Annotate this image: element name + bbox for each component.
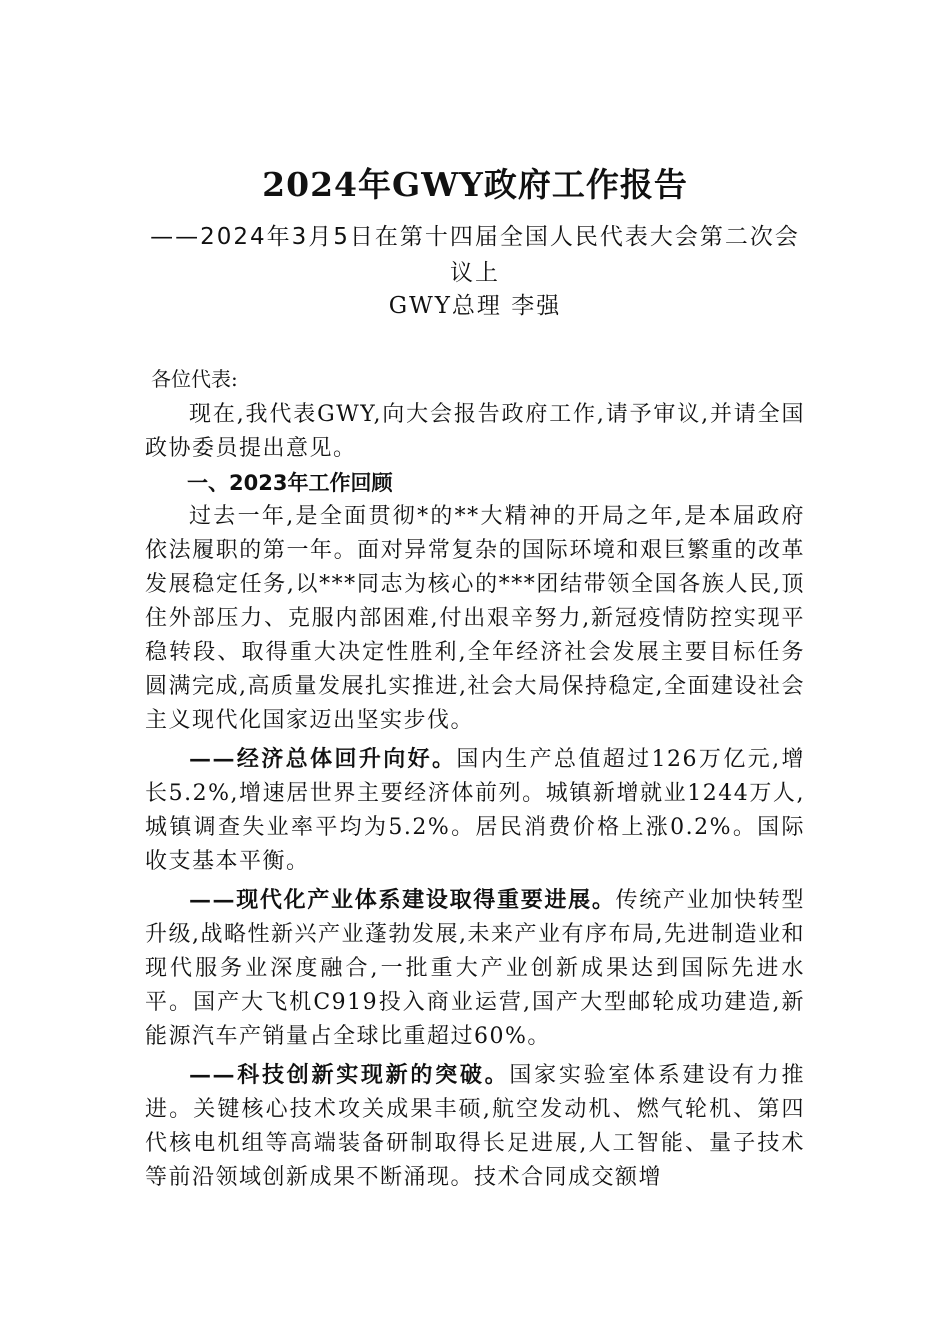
paragraph (145, 1058, 805, 1195)
document-title: 2024年GWY政府工作报告 (262, 165, 688, 204)
paragraph-lead: ——科技创新实现新的突破。 (189, 1062, 510, 1088)
document-author: GWY总理 李强 (388, 293, 562, 319)
paragraph-lead: ——现代化产业体系建设取得重要进展。 (189, 887, 616, 913)
paragraph-lead: ——经济总体回升向好。 (189, 746, 457, 772)
intro-paragraph: 现在,我代表GWY,向大会报告政府工作,请予审议,并请全国政协委员提出意见。 (145, 402, 805, 461)
paragraph-body: 国家实验室体系建设有力推进。关键核心技术攻关成果丰硕,航空发动机、燃气轮机、第四代核电机组等高端装备研制取得长足进展,人工智能、量子技术等前沿领域创新成果不断涌现。技术合同成交额增 (145, 1063, 805, 1190)
section-heading: 一、2023年工作回顾 (187, 471, 393, 495)
paragraph-body: 国内生产总值超过126万亿元,增长5.2%,增速居世界主要经济体前列。城镇新增就业1244万人,城镇调查失业率平均为5.2%。居民消费价格上涨0.2%。国际收支基本平衡。 (145, 747, 805, 874)
salutation: 各位代表: (151, 367, 238, 391)
paragraph (145, 883, 805, 1054)
paragraph-body: 传统产业加快转型升级,战略性新兴产业蓬勃发展,未来产业有序布局,先进制造业和现代服务业深度融合,一批重大产业创新成果达到国际先进水平。国产大飞机C919投入商业运营,国产大型邮轮成功建造,新能源汽车产销量占全球比重超过60%。 (145, 888, 805, 1049)
paragraph (145, 742, 805, 879)
paragraph: 过去一年,是全面贯彻*的**大精神的开局之年,是本届政府依法履职的第一年。面对异常复杂的国际环境和艰巨繁重的改革发展稳定任务,以***同志为核心的***团结带领全国各族人民,顶住外部压力、克服内部困难,付出艰辛努力,新冠疫情防控实现平稳转段、取得重大决定性胜利,全年经济社会发展主要目标任务圆满完成,高质量发展扎实推进,社会大局保持稳定,全面建设社会主义现代化国家迈出坚实步伐。 (145, 504, 805, 733)
document-subtitle: ——2024年3月5日在第十四届全国人民代表大会第二次会议上 (150, 224, 800, 286)
document-body (145, 362, 805, 1195)
